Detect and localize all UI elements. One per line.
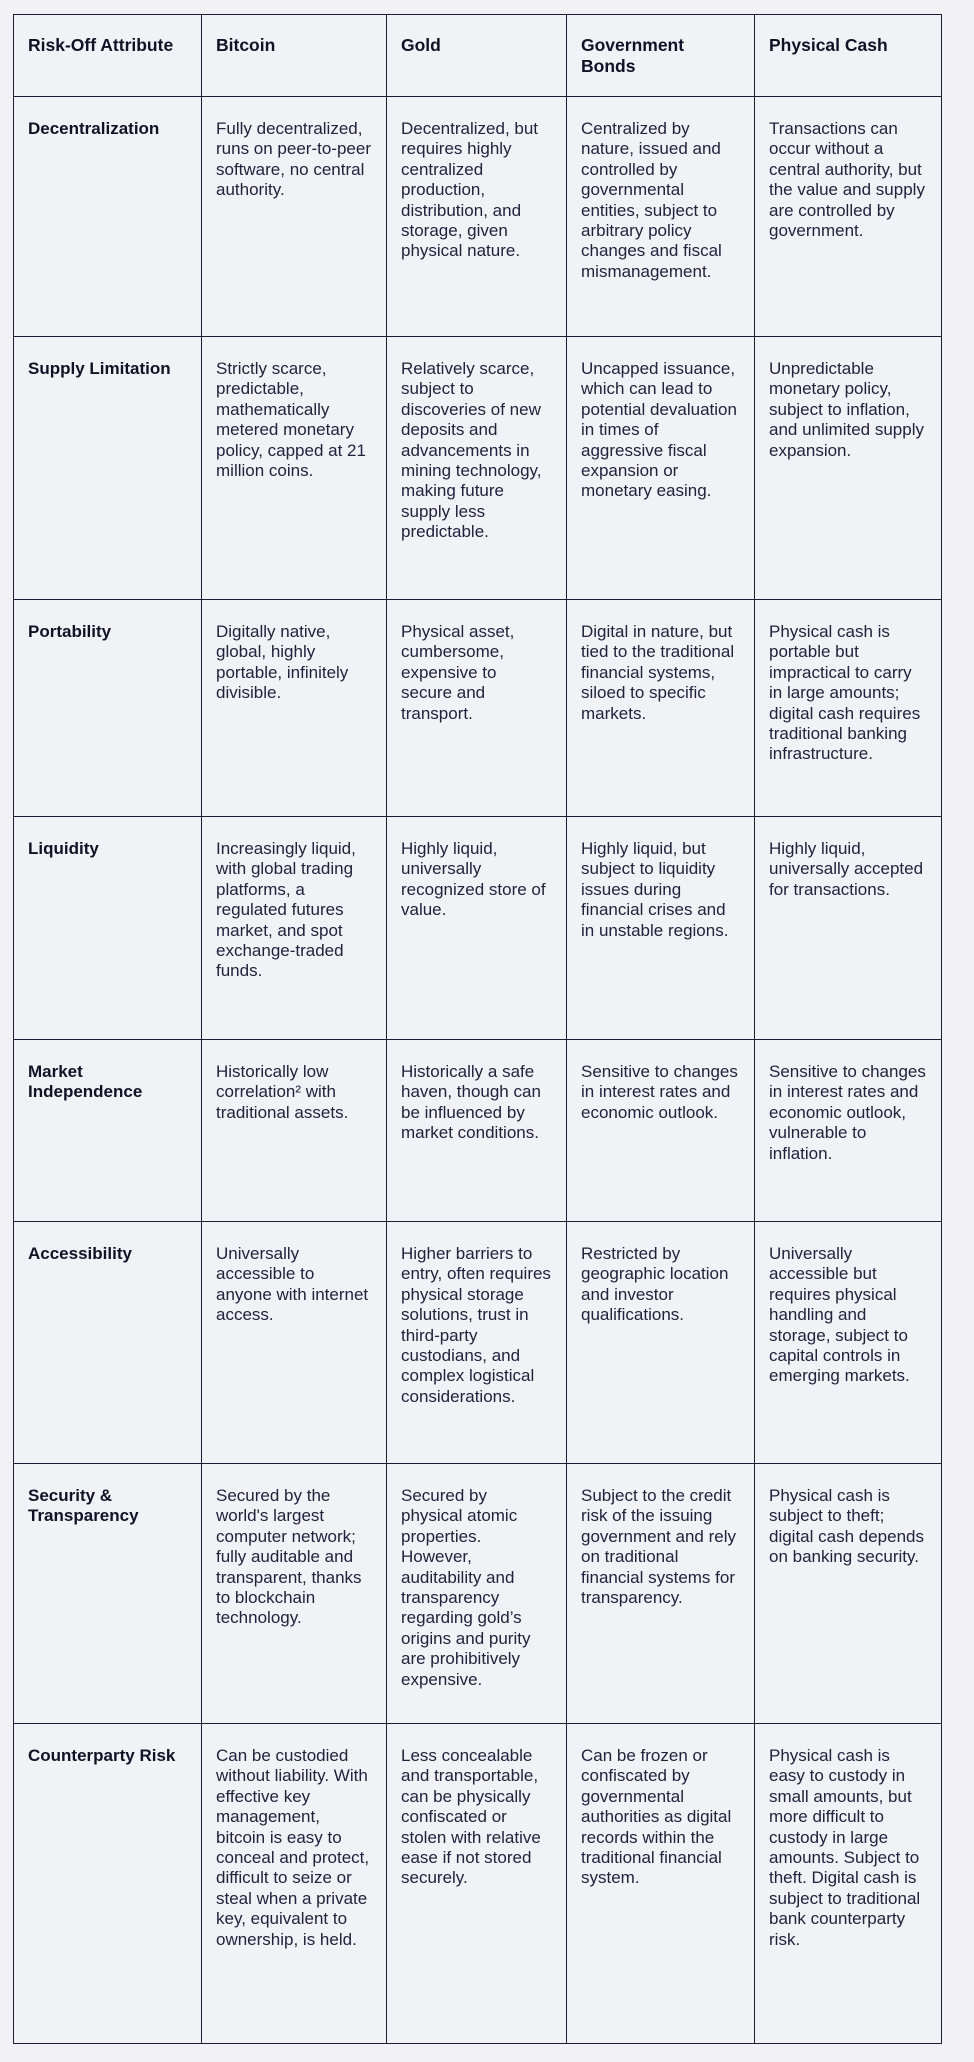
cell-accessibility-gold: Higher barriers to entry, often requires physical storage solutions, trust in third-party custodians, and complex logistical considerations. [387,1222,567,1464]
cell-accessibility-bitcoin: Universally accessible to anyone with internet access. [202,1222,387,1464]
cell-supply-limitation-bitcoin: Strictly scarce, predictable, mathematically metered monetary policy, capped at 21 million coins. [202,337,387,600]
cell-security-transparency-physical-cash: Physical cash is subject to theft; digital cash depends on banking security. [755,1464,942,1724]
column-header-bitcoin: Bitcoin [202,15,387,97]
table-row [14,1464,942,1724]
cell-counterparty-risk-government-bonds: Can be frozen or confiscated by governmental authorities as digital records within the traditional financial system. [567,1724,755,2044]
column-header-gold: Gold [387,15,567,97]
row-label-decentralization: Decentralization [14,97,202,337]
row-label-counterparty-risk: Counterparty Risk [14,1724,202,2044]
cell-portability-bitcoin: Digitally native, global, highly portable, infinitely divisible. [202,600,387,817]
cell-decentralization-government-bonds: Centralized by nature, issued and controlled by governmental entities, subject to arbitrary policy changes and fiscal mismanagement. [567,97,755,337]
row-label-accessibility: Accessibility [14,1222,202,1464]
row-label-market-independence: Market Independence [14,1040,202,1222]
cell-counterparty-risk-bitcoin: Can be custodied without liability. With effective key management, bitcoin is easy to conceal and protect, difficult to seize or steal when a private key, equivalent to ownership, is held. [202,1724,387,2044]
cell-decentralization-physical-cash: Transactions can occur without a central authority, but the value and supply are controlled by government. [755,97,942,337]
table-row [14,97,942,337]
cell-liquidity-bitcoin: Increasingly liquid, with global trading platforms, a regulated futures market, and spot exchange-traded funds. [202,817,387,1040]
cell-accessibility-physical-cash: Universally accessible but requires physical handling and storage, subject to capital controls in emerging markets. [755,1222,942,1464]
cell-counterparty-risk-gold: Less concealable and transportable, can be physically confiscated or stolen with relative ease if not stored securely. [387,1724,567,2044]
table-row [14,1724,942,2044]
column-header-government-bonds: Government Bonds [567,15,755,97]
table-row [14,817,942,1040]
cell-security-transparency-gold: Secured by physical atomic properties. However, auditability and transparency regarding gold’s origins and purity are prohibitively expensive. [387,1464,567,1724]
cell-decentralization-bitcoin: Fully decentralized, runs on peer-to-peer software, no central authority. [202,97,387,337]
cell-portability-gold: Physical asset, cumbersome, expensive to secure and transport. [387,600,567,817]
cell-counterparty-risk-physical-cash: Physical cash is easy to custody in small amounts, but more difficult to custody in large amounts. Subject to theft. Digital cash is subject to traditional bank counterparty risk. [755,1724,942,2044]
cell-supply-limitation-physical-cash: Unpredictable monetary policy, subject to inflation, and unlimited supply expansion. [755,337,942,600]
column-header-attribute: Risk-Off Attribute [14,15,202,97]
cell-liquidity-physical-cash: Highly liquid, universally accepted for transactions. [755,817,942,1040]
row-label-portability: Portability [14,600,202,817]
cell-accessibility-government-bonds: Restricted by geographic location and investor qualifications. [567,1222,755,1464]
table-row [14,600,942,817]
cell-market-independence-bitcoin: Historically low correlation² with traditional assets. [202,1040,387,1222]
cell-liquidity-government-bonds: Highly liquid, but subject to liquidity issues during financial crises and in unstable regions. [567,817,755,1040]
header-row [14,15,942,97]
cell-decentralization-gold: Decentralized, but requires highly centralized production, distribution, and storage, given physical nature. [387,97,567,337]
cell-supply-limitation-gold: Relatively scarce, subject to discoveries of new deposits and advancements in mining technology, making future supply less predictable. [387,337,567,600]
cell-market-independence-government-bonds: Sensitive to changes in interest rates and economic outlook. [567,1040,755,1222]
table-row [14,1040,942,1222]
cell-supply-limitation-government-bonds: Uncapped issuance, which can lead to potential devaluation in times of aggressive fiscal expansion or monetary easing. [567,337,755,600]
risk-off-comparison-table [13,14,942,2044]
cell-market-independence-gold: Historically a safe haven, though can be influenced by market conditions. [387,1040,567,1222]
cell-portability-government-bonds: Digital in nature, but tied to the traditional financial systems, siloed to specific markets. [567,600,755,817]
row-label-liquidity: Liquidity [14,817,202,1040]
column-header-physical-cash: Physical Cash [755,15,942,97]
cell-liquidity-gold: Highly liquid, universally recognized store of value. [387,817,567,1040]
row-label-supply-limitation: Supply Limitation [14,337,202,600]
cell-portability-physical-cash: Physical cash is portable but impractical to carry in large amounts; digital cash requires traditional banking infrastructure. [755,600,942,817]
cell-security-transparency-government-bonds: Subject to the credit risk of the issuing government and rely on traditional financial systems for transparency. [567,1464,755,1724]
table-row [14,1222,942,1464]
cell-market-independence-physical-cash: Sensitive to changes in interest rates and economic outlook, vulnerable to inflation. [755,1040,942,1222]
cell-security-transparency-bitcoin: Secured by the world's largest computer network; fully auditable and transparent, thanks to blockchain technology. [202,1464,387,1724]
row-label-security-transparency: Security & Transparency [14,1464,202,1724]
table-row [14,337,942,600]
